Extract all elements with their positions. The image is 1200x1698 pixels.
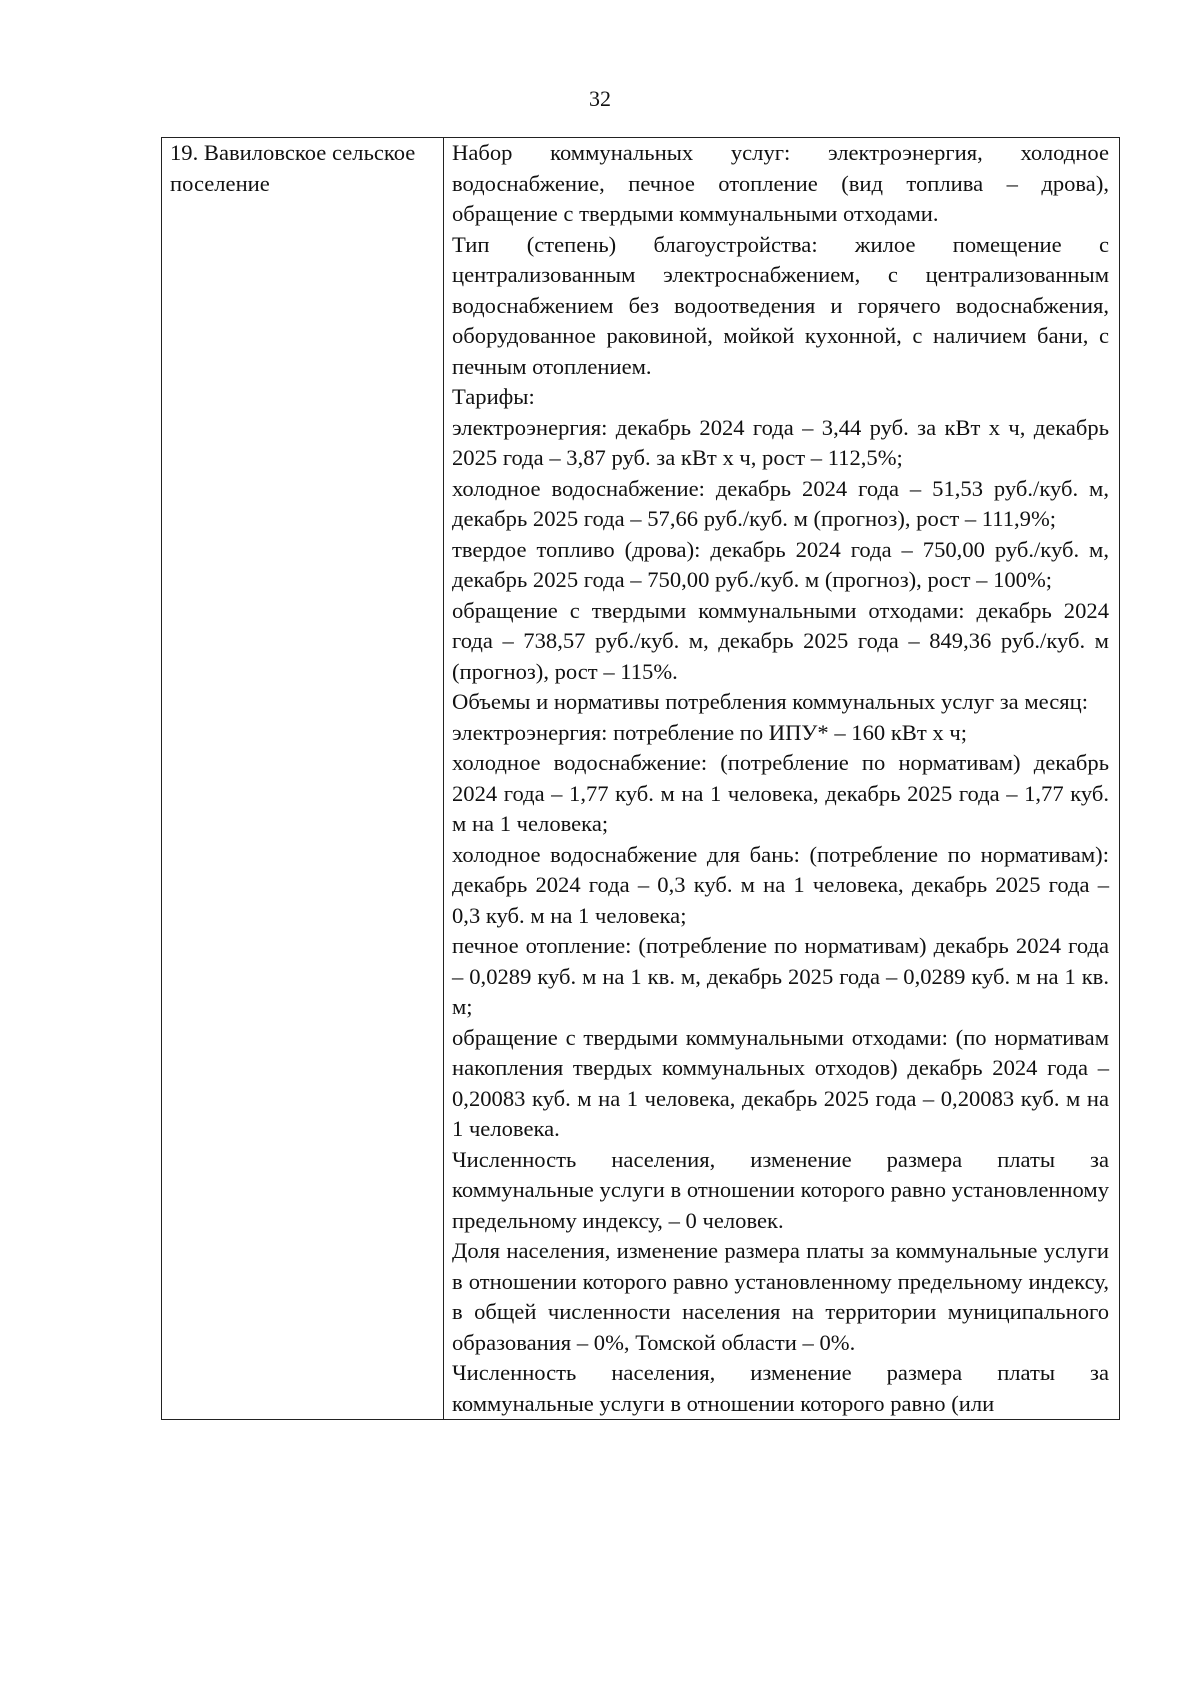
tariff-waste: обращение с твердыми коммунальными отходами: декабрь 2024 года – 738,57 руб./куб. м, декабрь 2025 года – 849,36 руб./куб. м (прогноз), рост – 115%. (452, 597, 1109, 684)
consumption-waste: обращение с твердыми коммунальными отходами: (по нормативам накопления твердых коммунальных отходов) декабрь 2024 года – 0,20083 куб. м на 1 человека, декабрь 2025 года – 0,20083 куб. м на 1 человека. (452, 1024, 1109, 1141)
tariff-electricity: электроэнергия: декабрь 2024 года – 3,44 руб. за кВт х ч, декабрь 2025 года – 3,87 руб. за кВт х ч, рост – 112,5%; (452, 414, 1109, 470)
description-cell (444, 138, 1120, 1420)
page-number: 32 (589, 86, 611, 111)
tariff-cold-water: холодное водоснабжение: декабрь 2024 года – 51,53 руб./куб. м, декабрь 2025 года – 57,66 руб./куб. м (прогноз), рост – 111,9%; (452, 475, 1109, 531)
consumption-heading: Объемы и нормативы потребления коммунальных услуг за месяц: (452, 689, 1089, 714)
tariff-firewood: твердое топливо (дрова): декабрь 2024 года – 750,00 руб./куб. м, декабрь 2025 года – 750,00 руб./куб. м (прогноз), рост – 100%; (452, 536, 1109, 592)
population-share-paragraph: Доля населения, изменение размера платы за коммунальные услуги в отношении которого равно установленному предельному индексу, в общей численности населения на территории муниципального образования – 0%, Томской области – 0%. (452, 1238, 1109, 1355)
tariffs-heading: Тарифы: (452, 384, 535, 409)
consumption-cold-water: холодное водоснабжение: (потребление по нормативам) декабрь 2024 года – 1,77 куб. м на 1 человека, декабрь 2025 года – 1,77 куб. м на 1 человека; (452, 750, 1109, 836)
tariff-table (161, 137, 1120, 1420)
utility-set-paragraph: Набор коммунальных услуг: электроэнергия, холодное водоснабжение, печное отопление (вид топлива – дрова), обращение с твердыми коммунальными отходами. (452, 140, 1109, 226)
population-count-paragraph: Численность населения, изменение размера платы за коммунальные услуги в отношении которого равно установленному предельному индексу, – 0 человек. (452, 1146, 1109, 1233)
municipality-name: 19. Вавиловское сельское поселение (170, 140, 416, 196)
table-row (162, 138, 1120, 1420)
municipality-cell (162, 138, 444, 1420)
consumption-bath-water: холодное водоснабжение для бань: (потребление по нормативам): декабрь 2024 года – 0,3 куб. м на 1 человека, декабрь 2025 года – 0,3 куб. м на 1 человека; (452, 841, 1109, 928)
consumption-electricity: электроэнергия: потребление по ИПУ* – 160 кВт х ч; (452, 719, 967, 745)
amenity-type-paragraph: Тип (степень) благоустройства: жилое помещение с централизованным электроснабжением, с централизованным водоснабжением без водоотведения и горячего водоснабжения, оборудованное раковиной, мойкой кухонной, с наличием бани, с печным отоплением. (452, 231, 1109, 379)
population-count-continued-paragraph: Численность населения, изменение размера платы за коммунальные услуги в отношении которого равно (или (452, 1360, 1109, 1416)
consumption-stove-heating: печное отопление: (потребление по нормативам) декабрь 2024 года – 0,0289 куб. м на 1 кв. м, декабрь 2025 года – 0,0289 куб. м на 1 кв. м; (452, 933, 1109, 1019)
